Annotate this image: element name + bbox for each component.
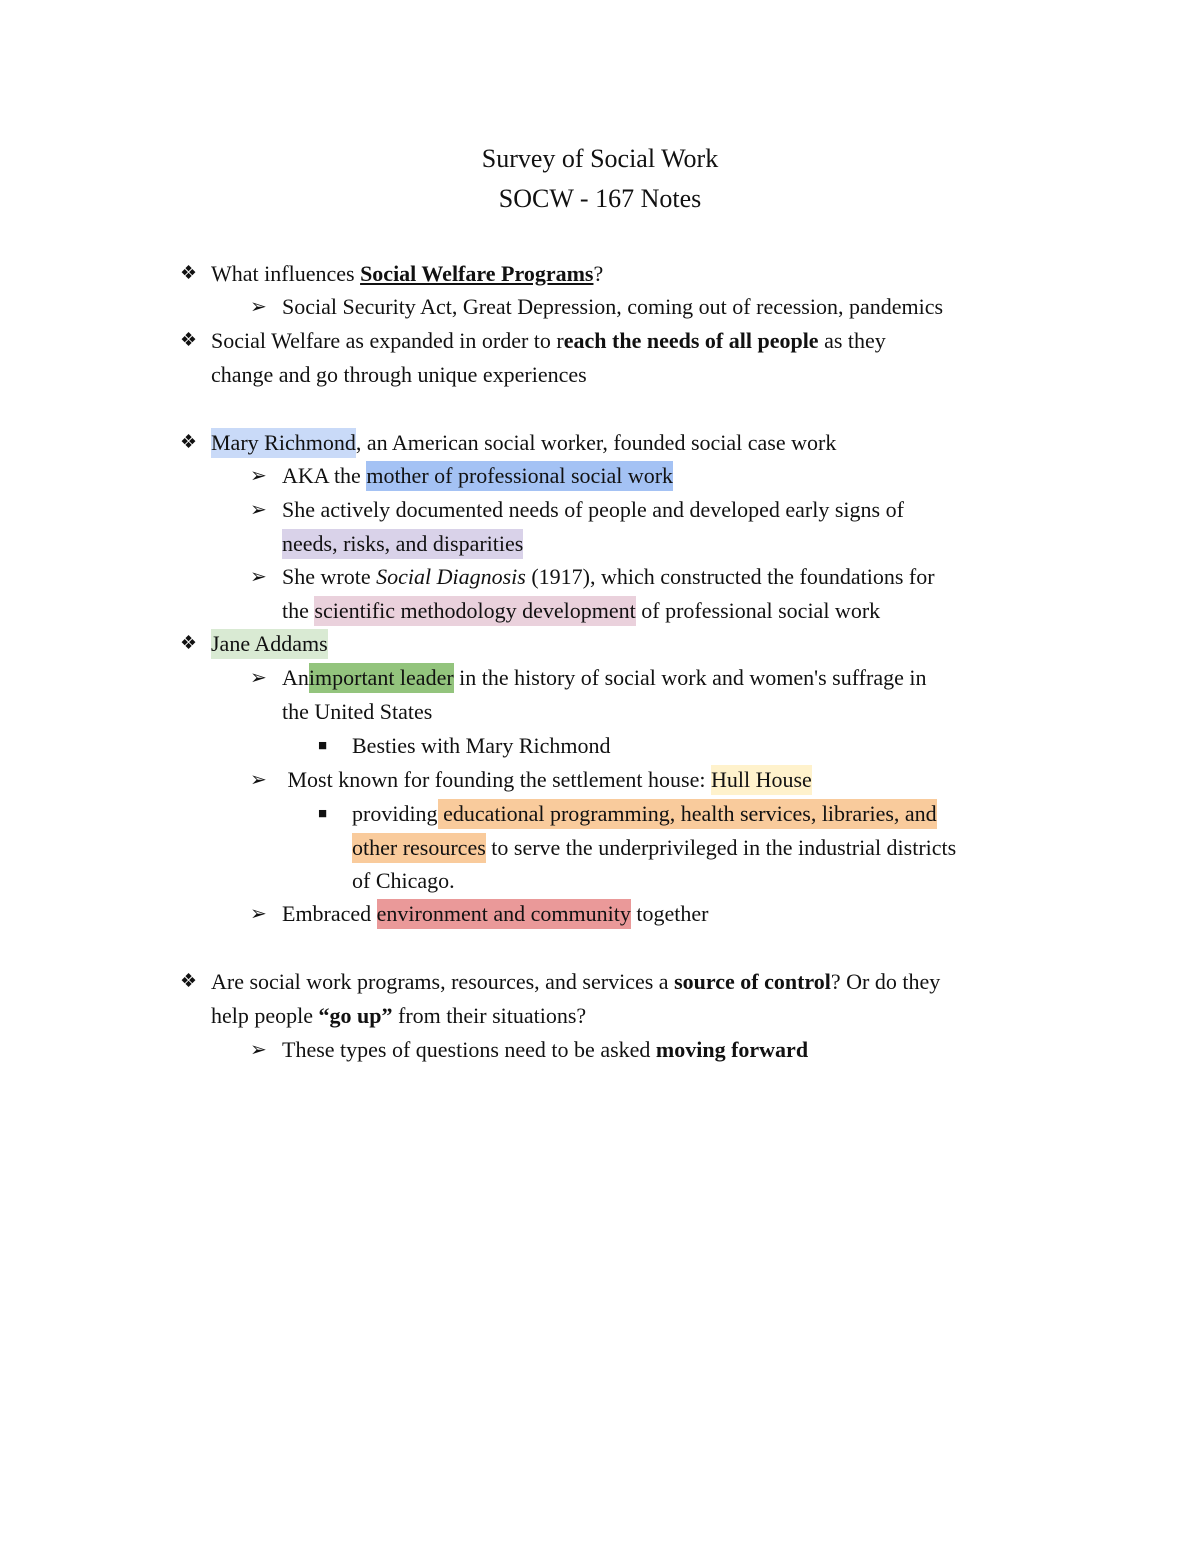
text: She wrote <box>282 564 377 589</box>
text: AKA the <box>282 463 367 488</box>
sub-bullet-social-diagnosis <box>282 560 935 594</box>
text: the <box>282 598 315 623</box>
sub-bullet-influences-list <box>282 290 943 324</box>
arrow-bullet-icon: ➢ <box>250 296 267 318</box>
bullet-social-welfare-influences <box>211 257 603 291</box>
sub-bullet-embraced <box>282 897 708 931</box>
emphasis-go-up: “go up” <box>318 1003 393 1028</box>
text: ? Or do they <box>830 969 941 994</box>
text: change and go through unique experiences <box>211 362 587 387</box>
sub-bullet-questions <box>282 1033 808 1067</box>
text: Social Security Act, Great Depression, coming out of recession, pandemics <box>282 294 944 319</box>
text: Besties with Mary Richmond <box>352 733 611 758</box>
bullet-mary-richmond <box>211 426 836 460</box>
arrow-bullet-icon: ➢ <box>250 566 267 588</box>
diamond-bullet-icon: ❖ <box>180 263 198 284</box>
text: providing <box>352 801 438 826</box>
text: ? <box>593 261 604 286</box>
term-social-welfare-programs: Social Welfare Programs <box>360 261 594 286</box>
highlight-jane-addams: Jane Addams <box>211 629 328 659</box>
arrow-bullet-icon: ➢ <box>250 499 267 521</box>
highlight-environment-community: environment and community <box>377 899 631 929</box>
text: of professional social work <box>635 598 881 623</box>
diamond-bullet-icon: ❖ <box>180 432 198 453</box>
sub-sub-bullet-besties <box>352 729 610 763</box>
bullet-social-welfare-expanded <box>211 324 886 358</box>
text: Most known for founding the settlement house: <box>282 767 711 792</box>
document-title: Survey of Social Work <box>481 144 719 173</box>
bullet-jane-addams <box>211 627 328 661</box>
text: in the history of social work and women's suffrage in <box>453 665 927 690</box>
book-title: Social Diagnosis <box>376 564 526 589</box>
text: to serve the underprivileged in the industrial districts <box>485 835 957 860</box>
text: as they <box>818 328 886 353</box>
highlight-mary-richmond: Mary Richmond <box>211 428 356 458</box>
highlight-other-resources: other resources <box>352 833 486 863</box>
highlight-hull-house: Hull House <box>711 765 812 795</box>
sub-bullet-documented-needs <box>282 493 904 527</box>
text: She actively documented needs of people and developed early signs of <box>282 497 904 522</box>
arrow-bullet-icon: ➢ <box>250 769 267 791</box>
text: of Chicago. <box>352 868 455 893</box>
arrow-bullet-icon: ➢ <box>250 903 267 925</box>
arrow-bullet-icon: ➢ <box>250 1039 267 1061</box>
bullet-continuation <box>211 358 587 392</box>
document-subtitle: SOCW - 167 Notes <box>498 184 702 213</box>
sub-bullet-hull-house <box>282 763 812 797</box>
text: Social Welfare as expanded in order to r <box>211 328 564 353</box>
arrow-bullet-icon: ➢ <box>250 667 267 689</box>
text: Are social work programs, resources, and services a <box>211 969 675 994</box>
square-bullet-icon: ■ <box>318 806 328 822</box>
text: An <box>282 665 309 690</box>
sub-bullet-aka <box>282 459 673 493</box>
text: , an American social worker, founded social case work <box>355 430 837 455</box>
text: from their situations? <box>392 1003 587 1028</box>
highlight-important-leader: important leader <box>309 663 454 693</box>
bullet-source-of-control <box>211 965 940 999</box>
sub-bullet-important-leader <box>282 661 926 695</box>
highlight-educational-programming: educational programming, health services, libraries, and <box>438 799 937 829</box>
highlight-mother-of-social-work: mother of professional social work <box>366 461 673 491</box>
text: These types of questions need to be asked <box>282 1037 656 1062</box>
bullet-continuation <box>211 999 586 1033</box>
sub-sub-bullet-providing <box>352 797 937 831</box>
square-bullet-icon: ■ <box>318 738 328 754</box>
sub-bullet-continuation <box>282 695 432 729</box>
sub-sub-bullet-continuation <box>352 831 956 865</box>
highlight-scientific-methodology: scientific methodology development <box>314 596 635 626</box>
text: help people <box>211 1003 319 1028</box>
diamond-bullet-icon: ❖ <box>180 971 198 992</box>
text: What influences <box>211 261 361 286</box>
text: together <box>630 901 709 926</box>
diamond-bullet-icon: ❖ <box>180 330 198 351</box>
sub-bullet-continuation <box>282 594 880 628</box>
emphasis-moving-forward: moving forward <box>655 1037 809 1062</box>
diamond-bullet-icon: ❖ <box>180 633 198 654</box>
arrow-bullet-icon: ➢ <box>250 465 267 487</box>
text: the United States <box>282 699 433 724</box>
text: Embraced <box>282 901 377 926</box>
highlight-needs-risks-disparities: needs, risks, and disparities <box>282 529 523 559</box>
emphasis-needs-of-all-people: each the needs of all people <box>563 328 819 353</box>
text: (1917), which constructed the foundations for <box>525 564 935 589</box>
sub-bullet-continuation <box>282 527 523 561</box>
emphasis-source-of-control: source of control <box>674 969 831 994</box>
sub-sub-bullet-continuation <box>352 864 455 898</box>
